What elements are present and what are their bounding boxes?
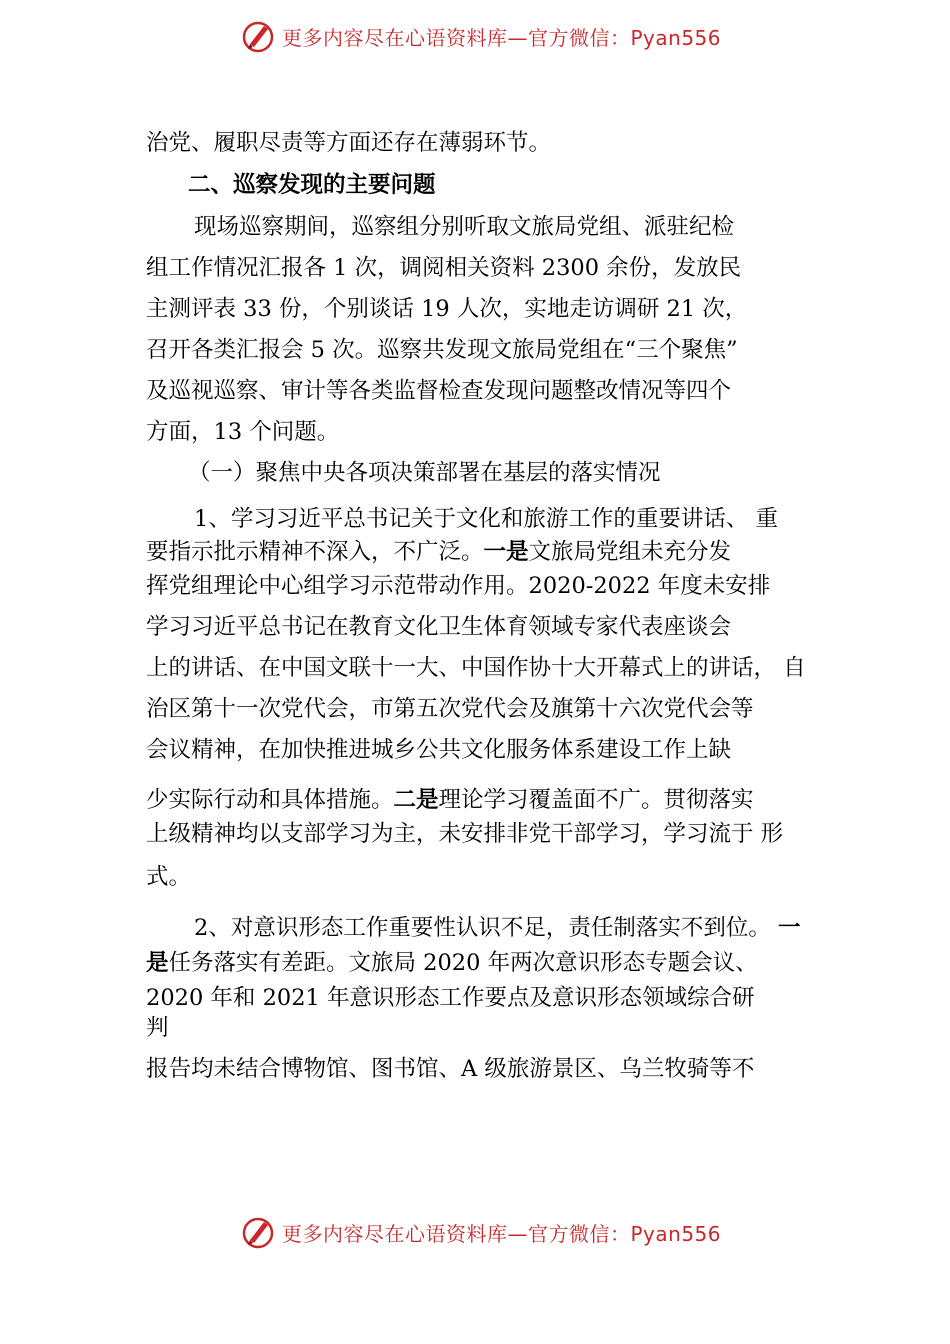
emphasis-marker: 二是 [393,787,439,813]
text-segment: 理论学习覆盖面不广。贯彻落实 [438,787,754,813]
text-line: 会议精神，在加快推进城乡公共文化服务体系建设工作上缺 [146,737,732,763]
text-line: 上级精神均以支部学习为主，未安排非党干部学习，学习流于 形 [146,821,784,847]
text-line: 式。 [146,864,192,890]
emphasis-marker: 一 [777,915,801,941]
text-line: 现场巡察期间，巡察组分别听取文旅局党组、派驻纪检 [194,214,735,240]
text-line: 1、学习习近平总书记关于文化和旅游工作的重要讲话、 重 [194,506,778,532]
header-banner [240,16,721,56]
text-line: 组工作情况汇报各 1 次，调阅相关资料 2300 余份，发放民 [146,255,742,281]
text-line: 治区第十一次党代会，市第五次党代会及旗第十六次党代会等 [146,696,754,722]
text-line [194,913,800,943]
section-heading: 二、巡察发现的主要问题 [188,172,436,198]
text-line: 挥党组理论中心组学习示范带动作用。2020-2022 年度未安排 [146,573,771,599]
text-line [146,537,731,567]
text-line: 及巡视巡察、审计等各类监督检查发现问题整改情况等四个 [146,378,732,404]
text-line: 2020 年和 2021 年意识形态工作要点及意识形态领域综合研 [146,985,755,1011]
text-line: 上的讲话、在中国文联十一大、中国作协十大开幕式上的讲话， 自 [146,655,806,681]
emphasis-marker: 是 [146,950,169,976]
header-banner-text: 更多内容尽在心语资料库—官方微信：Pyan556 [282,25,722,50]
text-line [146,948,758,978]
text-segment: 文旅局党组未充分发 [528,539,732,565]
text-line: 学习习近平总书记在教育文化卫生体育领域专家代表座谈会 [146,614,732,640]
emphasis-marker: 一是 [483,539,529,565]
text-line: 方面，13 个问题。 [146,419,340,445]
pen-logo-icon [240,1214,276,1250]
footer-banner-text: 更多内容尽在心语资料库—官方微信：Pyan556 [282,1221,722,1246]
pen-logo-icon [240,18,276,54]
text-line: 治党、履职尽责等方面还存在薄弱环节。 [146,130,552,156]
subheading: （一）聚焦中央各项决策部署在基层的落实情况 [188,460,661,486]
footer-banner [240,1212,721,1252]
text-line: 报告均未结合博物馆、图书馆、A 级旅游景区、乌兰牧骑等不 [146,1056,755,1082]
text-segment: 少实际行动和具体措施。 [146,787,394,813]
text-segment: 要指示批示精神不深入，不广泛。 [146,539,484,565]
text-line: 召开各类汇报会 5 次。巡察共发现文旅局党组在“三个聚焦” [146,337,738,363]
text-segment: 2、对意识形态工作重要性认识不足，责任制落实不到位。 [194,915,778,941]
text-line: 判 [146,1015,169,1041]
text-line [146,785,754,815]
text-line: 主测评表 33 份，个别谈话 19 人次，实地走访调研 21 次， [146,296,748,322]
text-segment: 任务落实有差距。文旅局 2020 年两次意识形态专题会议、 [168,950,758,976]
